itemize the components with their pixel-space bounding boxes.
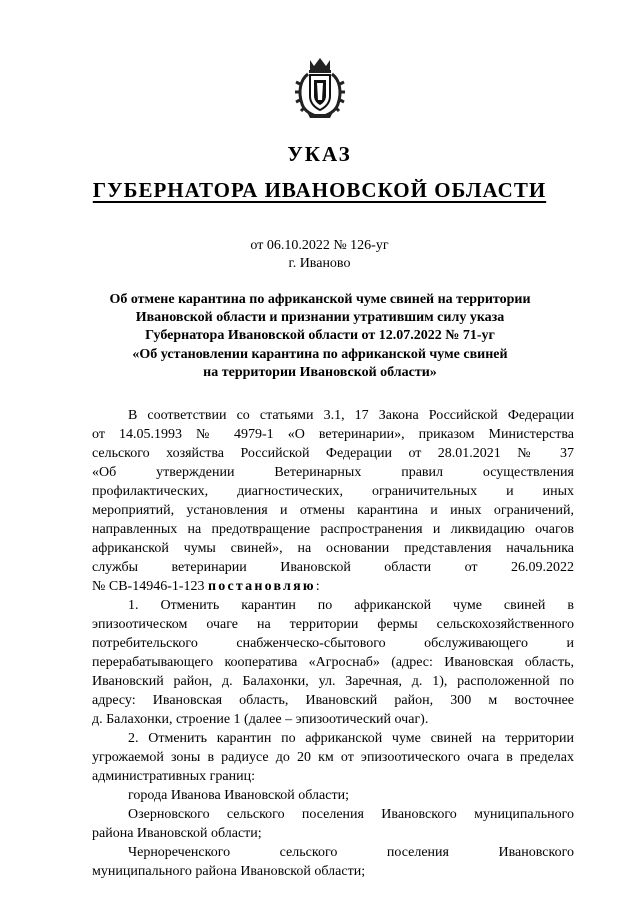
text-line: сельского хозяйства Российской Федерации от 28.01.2021 № 37 xyxy=(92,446,574,461)
text-line: африканской чумы свиней», на основании представления начальника xyxy=(92,541,574,556)
coat-of-arms-icon xyxy=(294,56,346,120)
decree-word: постановляю xyxy=(208,579,316,594)
document-title: УКАЗ xyxy=(287,142,352,166)
decree-heading xyxy=(92,291,548,382)
text-line: эпизоотическом очаге на территории фермы сельскохозяйственного xyxy=(92,617,574,632)
text-line: службы ветеринарии Ивановской области от 26.09.2022 xyxy=(92,560,574,575)
list-item: Чернореченского сельского поселения Ивановского xyxy=(128,845,574,860)
text-line: 1. Отменить карантин по африканской чуме свиней в xyxy=(128,598,574,613)
text-line: перерабатывающего кооператива «Агроснаб» (адрес: Ивановская область, xyxy=(92,655,574,670)
city: г. Иваново xyxy=(288,256,351,271)
item-2-paragraph xyxy=(92,729,574,786)
text-line: мероприятий, установления и отмены карантина и иных ограничений, xyxy=(92,503,574,518)
text-line: угрожаемой зоны в радиусе до 20 км от эпизоотического очага в пределах xyxy=(92,750,574,765)
document-subtitle xyxy=(0,178,639,203)
text-line: направленных на предотвращение распространения и ликвидацию очагов xyxy=(92,522,574,537)
heading-line: Об отмене карантина по африканской чуме свиней на территории xyxy=(109,292,531,307)
text-line: В соответствии со статьями 3.1, 17 Закона Российской Федерации xyxy=(128,408,574,423)
text-line xyxy=(92,577,574,596)
text-line: профилактических, диагностических, ограничительных и иных xyxy=(92,484,574,499)
list-item: города Иванова Ивановской области; xyxy=(128,788,349,803)
text-line: от 14.05.1993 № 4979-1 «О ветеринарии», приказом Министерства xyxy=(92,427,574,442)
list-item-continuation: муниципального района Ивановской области; xyxy=(92,864,366,879)
text-line: адресу: Ивановская область, Ивановский район, 300 м восточнее xyxy=(92,693,574,708)
text-line: «Об утверждении Ветеринарных правил осуществления xyxy=(92,465,574,480)
heading-line: на территории Ивановской области» xyxy=(203,364,437,380)
reference-number: № СВ-14946-1-123 xyxy=(92,579,209,594)
heading-line: «Об установлении карантина по африканской чуме свиней xyxy=(132,346,508,362)
text-line: Ивановский район, д. Балахонки, ул. Заречная, д. 1), расположенной по xyxy=(92,674,574,689)
heading-line: Губернатора Ивановской области от 12.07.2022 № 71-уг xyxy=(145,328,495,344)
colon: : xyxy=(315,579,320,594)
text-line: потребительского снабженческо-сбытового обслуживающего и xyxy=(92,636,574,651)
list-item-continuation: района Ивановской области; xyxy=(92,826,262,841)
preamble-paragraph xyxy=(92,406,574,596)
text-line: д. Балахонки, строение 1 (далее – эпизоотический очаг). xyxy=(92,712,429,727)
list-item: Озерновского сельского поселения Ивановского муниципального xyxy=(128,807,574,822)
area-list xyxy=(92,786,574,881)
subtitle-text: ГУБЕРНАТОРА ИВАНОВСКОЙ ОБЛАСТИ xyxy=(92,178,547,202)
item-1-paragraph xyxy=(92,596,574,729)
heading-line: Ивановской области и признании утратившим силу указа xyxy=(135,310,505,326)
text-line: административных границ: xyxy=(92,769,255,784)
text-line: 2. Отменить карантин по африканской чуме свиней на территории xyxy=(128,731,574,746)
date-number: от 06.10.2022 № 126-уг xyxy=(250,238,389,253)
